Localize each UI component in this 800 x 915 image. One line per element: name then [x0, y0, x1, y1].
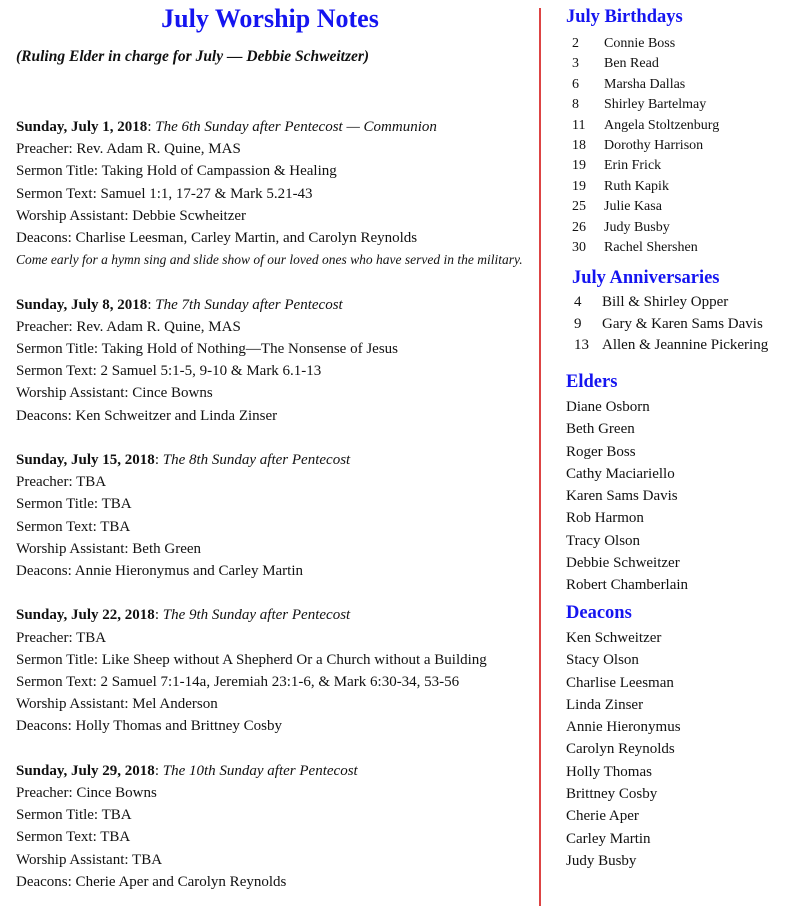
- service-detail: Sermon Title: Like Sheep without A Shepherd Or a Church without a Building: [16, 651, 487, 668]
- person-name: Judy Busby: [604, 219, 670, 235]
- service-detail: Preacher: Cince Bowns: [16, 785, 157, 802]
- service-colon: :: [154, 607, 163, 624]
- service-date: Sunday, July 22, 2018: [16, 607, 155, 624]
- service-detail: Sermon Text: TBA: [16, 518, 131, 535]
- column-divider: [539, 8, 541, 906]
- deacons-list: [566, 627, 681, 872]
- birthdays-item: [572, 36, 719, 56]
- birthdays-item: [572, 77, 719, 97]
- day-number: 4: [574, 294, 582, 310]
- deacon-name: Charlise Leesman: [566, 674, 674, 691]
- deacon-name: Carolyn Reynolds: [566, 741, 675, 758]
- service-detail: Deacons: Cherie Aper and Carolyn Reynolds: [16, 873, 287, 890]
- service-colon: :: [147, 296, 156, 313]
- service-detail: Worship Assistant: Cince Bowns: [16, 385, 213, 402]
- service-detail: Preacher: TBA: [16, 474, 107, 491]
- service-detail: Sermon Title: Taking Hold of Nothing—The Nonsense of Jesus: [16, 341, 398, 358]
- birthdays-item: [572, 240, 719, 260]
- service-heading: [16, 449, 536, 471]
- day-number: 26: [572, 219, 586, 235]
- deacon-name: Judy Busby: [566, 852, 637, 869]
- service-occasion: The 10th Sunday after Pentecost: [162, 762, 358, 779]
- deacon-name: Holly Thomas: [566, 763, 652, 780]
- page-subtitle: (Ruling Elder in charge for July — Debbie Schweitzer): [16, 48, 370, 65]
- person-name: Rachel Shershen: [604, 239, 698, 255]
- elders-heading: Elders: [566, 372, 618, 392]
- person-name: Dorothy Harrison: [604, 137, 704, 153]
- service-detail: Deacons: Ken Schweitzer and Linda Zinser: [16, 407, 278, 424]
- service-detail: Sermon Title: Taking Hold of Campassion & Healing: [16, 163, 337, 180]
- service-detail: Sermon Title: TBA: [16, 496, 132, 513]
- person-name: Gary & Karen Sams Davis: [602, 315, 763, 332]
- service-occasion: The 9th Sunday after Pentecost: [162, 607, 351, 624]
- service-detail: Sermon Text: 2 Samuel 5:1-5, 9-10 & Mark 6.1-13: [16, 363, 322, 380]
- day-number: 3: [572, 56, 579, 72]
- deacon-name: Ken Schweitzer: [566, 630, 662, 646]
- service-block: [16, 116, 536, 271]
- person-name: Allen & Jeannine Pickering: [602, 337, 769, 353]
- person-name: Connie Boss: [604, 36, 676, 51]
- deacon-name: Stacy Olson: [566, 652, 639, 669]
- service-date: Sunday, July 8, 2018: [16, 296, 148, 313]
- service-heading: [16, 116, 536, 138]
- deacon-name: Cherie Aper: [566, 808, 639, 825]
- birthdays-list: [572, 36, 719, 260]
- service-detail: Preacher: TBA: [16, 629, 107, 646]
- service-detail: Worship Assistant: Mel Anderson: [16, 696, 218, 713]
- person-name: Julie Kasa: [604, 199, 662, 215]
- service-heading: [16, 604, 536, 626]
- day-number: 6: [572, 76, 579, 92]
- day-number: 25: [572, 199, 586, 215]
- birthdays-item: [572, 97, 719, 117]
- service-block: [16, 449, 536, 582]
- person-name: Bill & Shirley Opper: [602, 294, 729, 310]
- service-date: Sunday, July 1, 2018: [16, 119, 148, 135]
- birthdays-item: [572, 179, 719, 199]
- service-detail: Worship Assistant: Debbie Scwheitzer: [16, 207, 247, 224]
- service-date: Sunday, July 29, 2018: [16, 762, 155, 779]
- elder-name: Beth Green: [566, 421, 635, 438]
- elder-name: Debbie Schweitzer: [566, 555, 680, 572]
- service-detail: Preacher: Rev. Adam R. Quine, MAS: [16, 141, 241, 158]
- service-occasion: The 8th Sunday after Pentecost: [162, 452, 351, 469]
- service-detail: Sermon Title: TBA: [16, 807, 132, 824]
- service-date: Sunday, July 15, 2018: [16, 452, 155, 469]
- anniversaries-item: [574, 337, 768, 359]
- service-detail: Sermon Text: 2 Samuel 7:1-14a, Jeremiah 23:1-6, & Mark 6:30-34, 53-56: [16, 674, 460, 691]
- person-name: Shirley Bartelmay: [604, 97, 707, 113]
- day-number: 18: [572, 137, 586, 153]
- page-title: July Worship Notes: [161, 4, 379, 33]
- person-name: Marsha Dallas: [604, 76, 686, 92]
- day-number: 13: [574, 337, 589, 353]
- person-name: Ruth Kapik: [604, 178, 669, 194]
- service-heading: [16, 760, 536, 782]
- birthdays-item: [572, 56, 719, 76]
- service-detail: Deacons: Charlise Leesman, Carley Martin, and Carolyn Reynolds: [16, 230, 418, 247]
- day-number: 19: [572, 178, 586, 194]
- service-block: [16, 294, 536, 427]
- elders-list: [566, 396, 688, 597]
- service-detail: Worship Assistant: TBA: [16, 851, 163, 868]
- service-detail: Sermon Text: Samuel 1:1, 17-27 & Mark 5.21-43: [16, 185, 313, 202]
- day-number: 2: [572, 36, 579, 51]
- elder-name: Cathy Maciariello: [566, 465, 675, 482]
- deacon-name: Carley Martin: [566, 830, 651, 847]
- service-detail: Deacons: Holly Thomas and Brittney Cosby: [16, 718, 282, 735]
- service-detail: Sermon Text: TBA: [16, 829, 131, 846]
- service-colon: :: [147, 119, 156, 135]
- birthdays-item: [572, 158, 719, 178]
- deacons-heading: Deacons: [566, 603, 632, 623]
- service-occasion: The 7th Sunday after Pentecost: [155, 296, 343, 313]
- birthdays-heading: July Birthdays: [566, 7, 683, 27]
- elder-name: Diane Osborn: [566, 399, 650, 415]
- service-detail: Worship Assistant: Beth Green: [16, 540, 202, 557]
- deacon-name: Linda Zinser: [566, 696, 644, 713]
- deacon-name: Annie Hieronymus: [566, 719, 681, 736]
- service-block: [16, 760, 536, 893]
- day-number: 11: [572, 117, 586, 133]
- anniversaries-list: [574, 294, 768, 359]
- day-number: 30: [572, 239, 586, 255]
- deacon-name: Brittney Cosby: [566, 786, 658, 803]
- elder-name: Robert Chamberlain: [566, 577, 689, 594]
- service-colon: :: [154, 762, 163, 779]
- service-detail: Preacher: Rev. Adam R. Quine, MAS: [16, 318, 241, 335]
- anniversaries-item: [574, 294, 768, 316]
- elder-name: Roger Boss: [566, 443, 636, 460]
- day-number: 8: [572, 97, 579, 113]
- person-name: Erin Frick: [604, 158, 662, 174]
- service-note: Come early for a hymn sing and slide show of our loved ones who have served in the military.: [16, 252, 523, 268]
- service-colon: :: [154, 452, 163, 469]
- service-detail: Deacons: Annie Hieronymus and Carley Martin: [16, 563, 304, 580]
- person-name: Angela Stoltzenburg: [604, 117, 720, 133]
- day-number: 9: [574, 315, 582, 332]
- elder-name: Tracy Olson: [566, 532, 641, 549]
- person-name: Ben Read: [604, 56, 659, 72]
- service-heading: [16, 294, 536, 316]
- services-list: [16, 116, 536, 915]
- birthdays-item: [572, 199, 719, 219]
- elder-name: Rob Harmon: [566, 510, 644, 527]
- elder-name: Karen Sams Davis: [566, 488, 678, 505]
- service-block: [16, 604, 536, 737]
- birthdays-item: [572, 138, 719, 158]
- anniversaries-item: [574, 316, 768, 338]
- anniversaries-heading: July Anniversaries: [572, 268, 720, 288]
- birthdays-item: [572, 118, 719, 138]
- service-occasion: The 6th Sunday after Pentecost — Communion: [155, 119, 437, 135]
- day-number: 19: [572, 158, 586, 174]
- birthdays-item: [572, 220, 719, 240]
